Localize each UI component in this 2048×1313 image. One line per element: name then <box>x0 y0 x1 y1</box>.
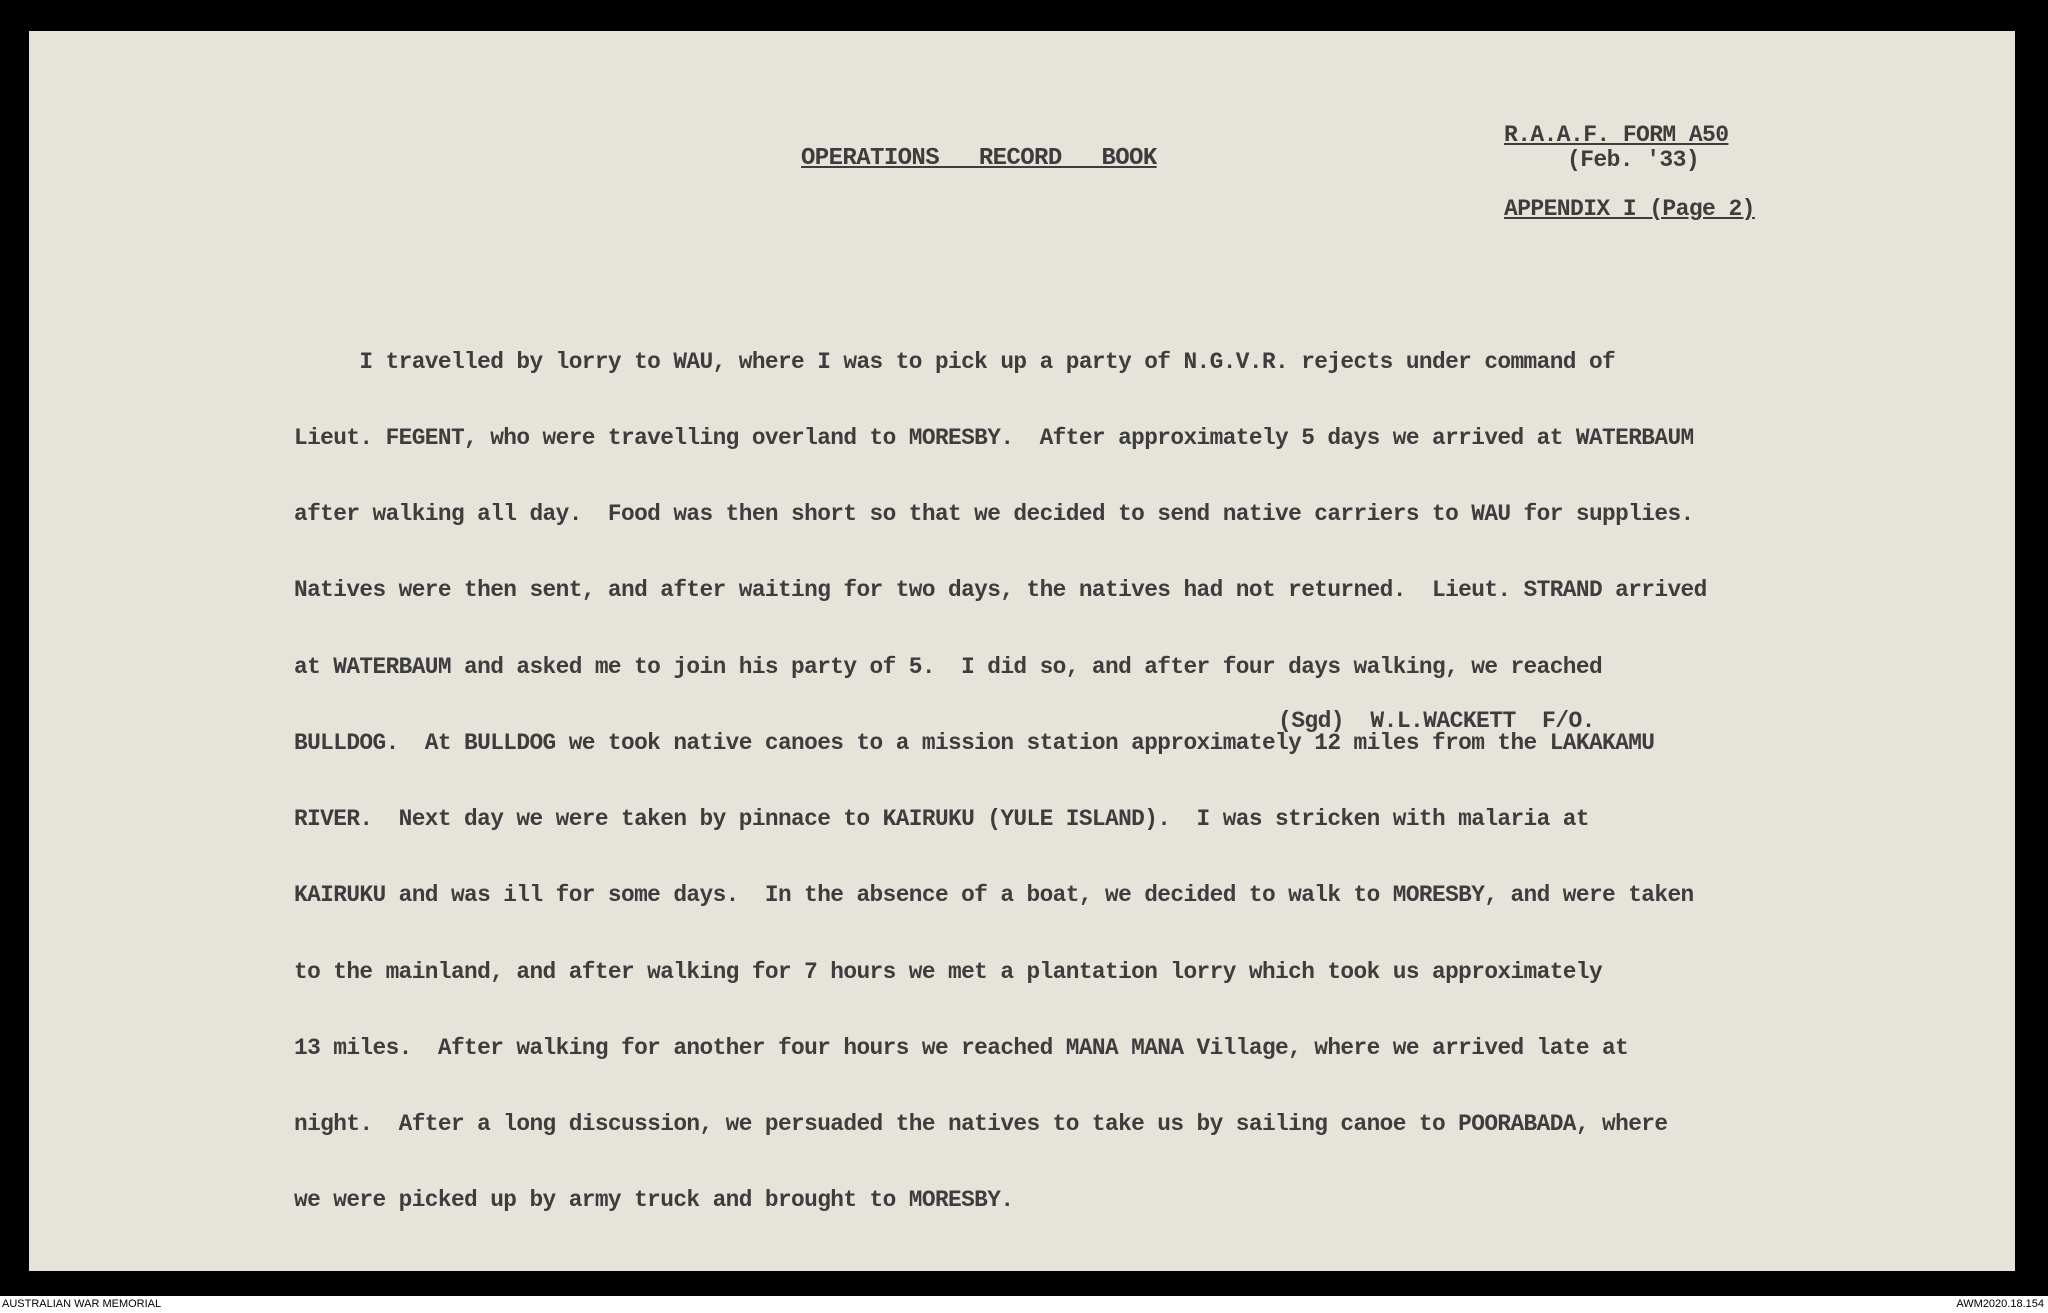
body-line: KAIRUKU and was ill for some days. In the absence of a boat, we decided to walk to MORESBY, and were taken <box>294 882 1694 909</box>
body-line: Lieut. FEGENT, who were travelling overland to MORESBY. After approximately 5 days we arrived at WATERBAUM <box>294 425 1694 452</box>
body-line: we were picked up by army truck and brought to MORESBY. <box>294 1187 1014 1214</box>
body-line: Natives were then sent, and after waiting for two days, the natives had not returned. Lieut. STRAND arrived <box>294 577 1707 604</box>
archive-name: AUSTRALIAN WAR MEMORIAL <box>2 1298 162 1310</box>
body-line: after walking all day. Food was then short so that we decided to send native carriers to WAU for supplies. <box>294 501 1694 528</box>
report-body <box>294 299 1707 1264</box>
archive-reference: AWM2020.18.154 <box>1956 1298 2044 1310</box>
body-line: 13 miles. After walking for another four hours we reached MANA MANA Village, where we arrived late at <box>294 1034 1629 1061</box>
document-title: OPERATIONS RECORD BOOK <box>801 145 1157 172</box>
form-reference: R.A.A.F. FORM A50 <box>1504 122 1729 148</box>
body-line: BULLDOG. At BULLDOG we took native canoes to a mission station approximately 12 miles from the LAKAKAMU <box>294 729 1655 756</box>
archive-footer <box>0 1296 2048 1313</box>
signature-line: (Sgd) W.L.WACKETT F/O. <box>1278 708 1595 734</box>
body-line: I travelled by lorry to WAU, where I was to pick up a party of N.G.V.R. rejects under command of <box>294 348 1616 375</box>
form-date: (Feb. '33) <box>1567 147 1700 173</box>
body-line: at WATERBAUM and asked me to join his party of 5. I did so, and after four days walking, we reached <box>294 653 1603 680</box>
body-line: RIVER. Next day we were taken by pinnace to KAIRUKU (YULE ISLAND). I was stricken with malaria at <box>294 806 1589 833</box>
appendix-label: APPENDIX I (Page 2) <box>1504 196 1755 222</box>
body-line: night. After a long discussion, we persuaded the natives to take us by sailing canoe to POORABADA, where <box>294 1111 1668 1137</box>
document-page <box>29 31 2015 1271</box>
body-line: to the mainland, and after walking for 7 hours we met a plantation lorry which took us approximately <box>294 958 1603 985</box>
